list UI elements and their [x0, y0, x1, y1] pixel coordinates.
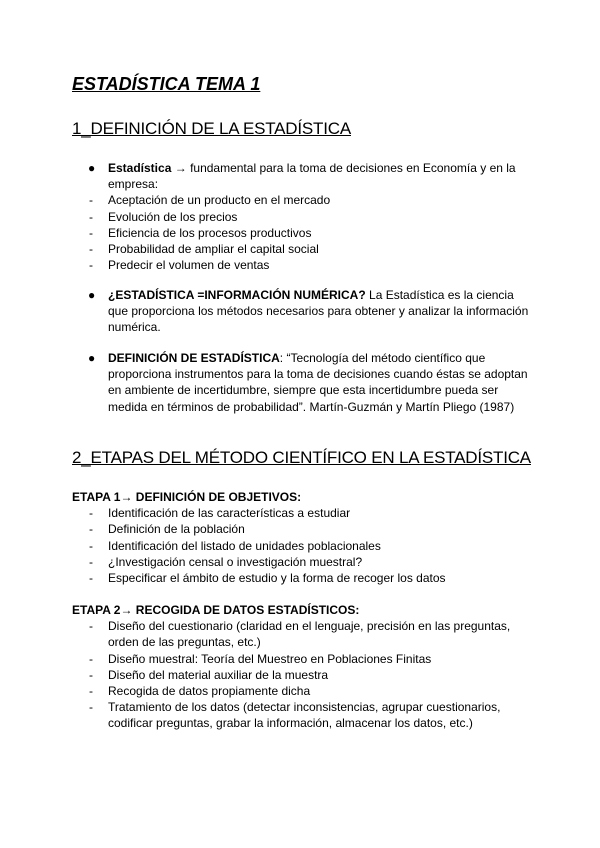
section-2-heading: 2_ETAPAS DEL MÉTODO CIENTÍFICO EN LA ESTADÍSTICA: [72, 448, 531, 467]
list-item: [72, 667, 530, 683]
dash-icon: -: [89, 667, 93, 682]
dash-icon: -: [89, 651, 93, 666]
list-item-text: Definición de la población: [108, 522, 245, 537]
bullet-icon: ●: [88, 288, 96, 302]
dash-icon: -: [89, 258, 93, 273]
list-item-text: Tratamiento de los datos (detectar inconsistencias, agrupar cuestionarios, codificar preguntas, grabar la información, almacenar los datos, etc.): [108, 700, 501, 731]
dash-icon: -: [89, 193, 93, 208]
dash-icon: -: [89, 209, 93, 224]
bullet-informacion-numerica: [72, 287, 530, 336]
bullet-definicion: [72, 350, 530, 415]
dash-icon: -: [89, 522, 93, 537]
list-item: [72, 651, 530, 667]
list-item-text: Probabilidad de ampliar el capital social: [108, 242, 319, 257]
list-item: [72, 554, 530, 570]
dash-icon: -: [89, 225, 93, 240]
bullet-term: ¿ESTADÍSTICA =INFORMACIÓN NUMÉRICA?: [108, 288, 366, 302]
list-item: [72, 225, 530, 241]
list-item: [72, 241, 530, 257]
list-item-text: Aceptación de un producto en el mercado: [108, 193, 331, 208]
bullet-text: fundamental para la toma de decisiones en Economía y en la empresa:: [108, 161, 516, 192]
list-item: [72, 192, 530, 208]
list-item-text: ¿Investigación censal o investigación muestral?: [108, 554, 363, 569]
section-1-bullet-2: [72, 287, 530, 336]
dash-icon: -: [89, 700, 93, 715]
list-item: [72, 209, 530, 225]
list-item: [72, 683, 530, 699]
dash-icon: -: [89, 538, 93, 553]
list-item: [72, 618, 530, 650]
list-item-text: Diseño del material auxiliar de la muestra: [108, 667, 329, 682]
dash-icon: -: [89, 506, 93, 521]
list-item-text: Predecir el volumen de ventas: [108, 258, 270, 273]
list-item-text: Eficiencia de los procesos productivos: [108, 225, 312, 240]
bullet-icon: ●: [88, 351, 96, 365]
etapa-2: [72, 602, 530, 732]
bullet-text: La Estadística es la ciencia que proporciona los métodos necesarios para obtener y analizar la información numérica.: [108, 288, 529, 335]
document-title: ESTADÍSTICA TEMA 1: [72, 74, 261, 94]
list-item: [72, 570, 530, 586]
list-item-text: Recogida de datos propiamente dicha: [108, 684, 311, 699]
list-item-text: Diseño muestral: Teoría del Muestreo en Poblaciones Finitas: [108, 651, 432, 666]
list-item-text: Diseño del cuestionario (claridad en el lenguaje, precisión en las preguntas, orden de las preguntas, etc.): [108, 619, 511, 650]
dash-icon: -: [89, 571, 93, 586]
etapa-1-label: ETAPA 1→ DEFINICIÓN DE OBJETIVOS:: [72, 490, 302, 504]
bullet-text: : “Tecnología del método científico que proporciona instrumentos para la toma de decisiones cuando éstas se adoptan en ambiente de incertidumbre, siempre que esta incertidumbre pueda ser medida en términos de probabilidad”. Martín-Guzmán y Martín Pliego (1987): [108, 351, 528, 414]
list-item-text: Identificación de las características a estudiar: [108, 506, 351, 521]
section-1-heading: 1_DEFINICIÓN DE LA ESTADÍSTICA: [72, 119, 351, 138]
section-1-bullet-1: [72, 160, 530, 273]
dash-icon: -: [89, 554, 93, 569]
etapa-2-label: ETAPA 2→ RECOGIDA DE DATOS ESTADÍSTICOS:: [72, 603, 360, 617]
arrow-icon: →: [174, 161, 187, 175]
bullet-icon: ●: [88, 161, 96, 175]
list-item: [72, 699, 530, 731]
dash-icon: -: [89, 242, 93, 257]
list-item-text: Identificación del listado de unidades poblacionales: [108, 538, 381, 553]
list-item-text: Evolución de los precios: [108, 209, 238, 224]
bullet-term: Estadística: [108, 161, 172, 175]
list-item: [72, 257, 530, 273]
bullet-term: DEFINICIÓN DE ESTADÍSTICA: [108, 351, 280, 365]
bullet-estadistica: [72, 160, 530, 192]
list-item-text: Especificar el ámbito de estudio y la forma de recoger los datos: [108, 571, 446, 586]
dash-icon: -: [89, 684, 93, 699]
list-item: [72, 521, 530, 537]
list-item: [72, 538, 530, 554]
list-item: [72, 505, 530, 521]
etapa-1: [72, 489, 530, 586]
dash-icon: -: [89, 619, 93, 634]
section-1-bullet-3: [72, 350, 530, 415]
